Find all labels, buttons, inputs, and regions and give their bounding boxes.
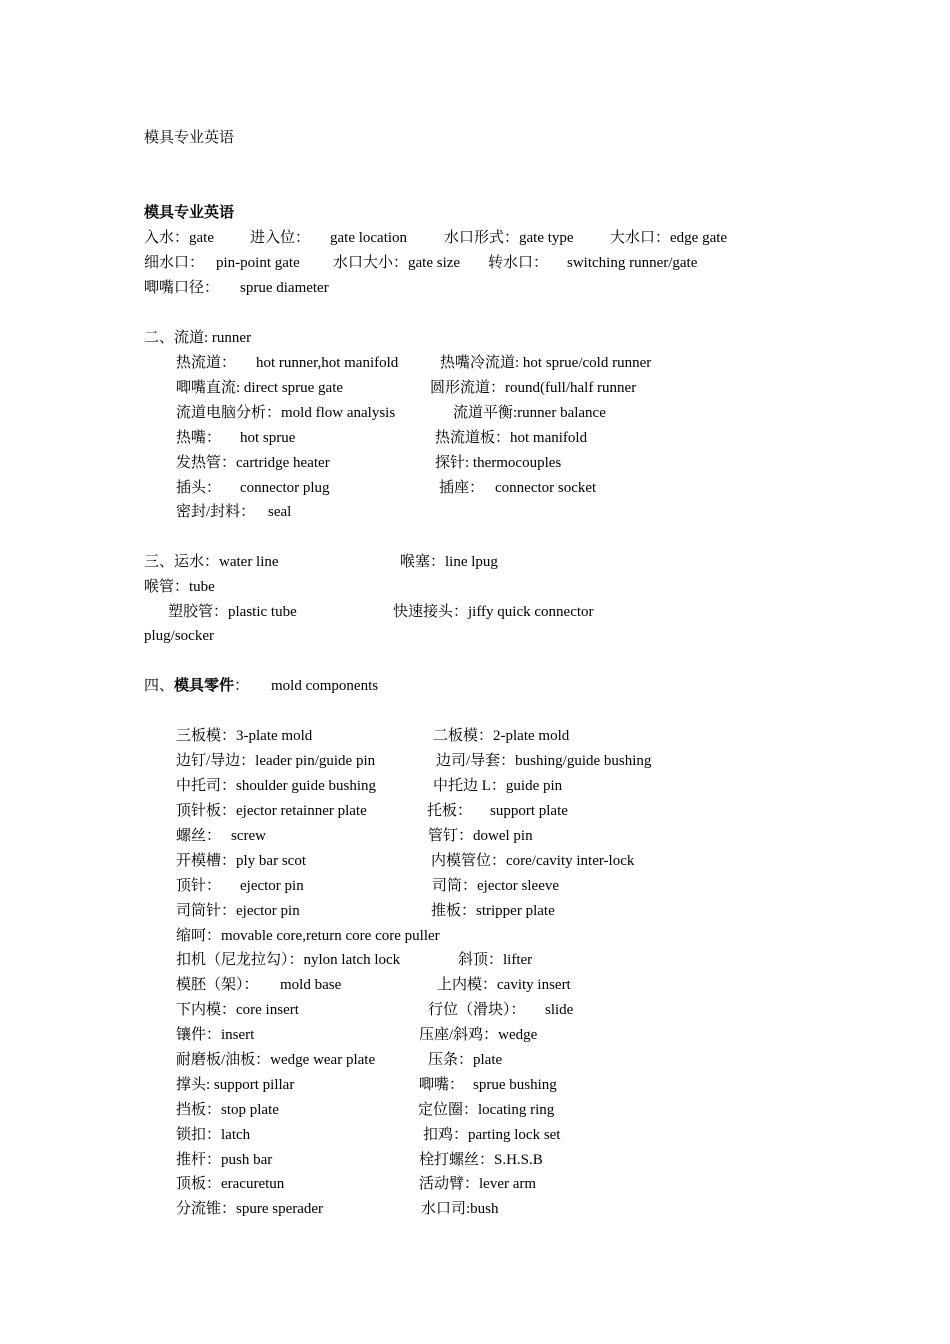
components-colon: ：	[234, 678, 250, 694]
term-edge-gate: 大水口：edge gate	[610, 230, 728, 246]
term-hot-runner-en: hot runner,hot manifold	[256, 355, 399, 371]
term-mold-base-cn: 模胚（架）：	[176, 977, 259, 993]
term-ejector-sleeve: 司筒：ejector sleeve	[432, 878, 560, 894]
term-wedge-wear-plate: 耐磨板/油板：wedge wear plate	[176, 1052, 376, 1068]
term-stop-plate: 挡板：stop plate	[176, 1102, 279, 1118]
term-eracuretun: 顶板：eracuretun	[176, 1176, 285, 1192]
term-plastic-tube: 塑胶管：plastic tube	[168, 604, 297, 620]
term-cavity-insert: 上内模：cavity insert	[437, 977, 571, 993]
term-sprue-diameter-cn: 唧嘴口径：	[144, 280, 220, 296]
term-seal-cn: 密封/封料：	[176, 504, 256, 520]
term-gate-location-en: gate location	[330, 230, 408, 246]
term-3-plate-mold: 三板模：3-plate mold	[176, 728, 313, 744]
term-screw-cn: 螺丝：	[176, 828, 222, 844]
water-heading: 三、运水：water line	[144, 554, 279, 570]
term-gate-location-cn: 进入位：	[250, 230, 311, 246]
term-sprue-bushing-cn: 唧嘴：	[419, 1077, 465, 1093]
term-sprue-bushing-en: sprue bushing	[473, 1077, 557, 1093]
term-hot-sprue-cold-runner: 热嘴冷流道: hot sprue/cold runner	[440, 355, 652, 371]
term-stripper-plate: 推板：stripper plate	[431, 903, 555, 919]
term-latch: 锁扣：latch	[176, 1127, 251, 1143]
term-switching-cn: 转水口：	[488, 255, 549, 271]
term-pin-point-en: pin-point gate	[216, 255, 300, 271]
term-bush: 水口司:bush	[421, 1201, 499, 1217]
term-switching-en: switching runner/gate	[567, 255, 698, 271]
term-shsb: 栓打螺丝：S.H.S.B	[419, 1152, 543, 1168]
components-prefix: 四、	[144, 678, 175, 694]
term-mold-base-en: mold base	[280, 977, 342, 993]
term-leader-pin: 边钉/导边：leader pin/guide pin	[176, 753, 376, 769]
runner-heading: 二、流道: runner	[144, 330, 252, 346]
term-hot-sprue-cn: 热嘴：	[176, 430, 222, 446]
term-connector-plug-cn: 插头：	[176, 480, 222, 496]
term-core-insert: 下内模：core insert	[176, 1002, 299, 1018]
term-round-runner: 圆形流道：round(full/half runner	[430, 380, 637, 396]
term-sprue-diameter-en: sprue diameter	[240, 280, 329, 296]
term-lever-arm: 活动臂：lever arm	[419, 1176, 537, 1192]
term-ejector-pin-cn: 顶针：	[176, 878, 222, 894]
term-gate-size: 水口大小：gate size	[333, 255, 461, 271]
term-line-plug: 喉塞：line lpug	[400, 554, 498, 570]
term-locating-ring: 定位圈：locating ring	[418, 1102, 555, 1118]
term-2-plate-mold: 二板模：2-plate mold	[433, 728, 570, 744]
term-parting-lock-set: 扣鸡：parting lock set	[423, 1127, 561, 1143]
components-heading-en: mold components	[271, 678, 379, 694]
term-slide-cn: 行位（滑块）：	[428, 1002, 526, 1018]
term-hot-sprue-en: hot sprue	[240, 430, 296, 446]
term-support-plate-en: support plate	[490, 803, 568, 819]
term-lifter: 斜顶：lifter	[458, 952, 533, 968]
term-tube: 喉管：tube	[144, 579, 215, 595]
term-shoulder-guide-bushing: 中托司：shoulder guide bushing	[176, 778, 376, 794]
term-nylon-latch-lock: 扣机（尼龙拉勾）：nylon latch lock	[176, 952, 401, 968]
term-plate: 压条：plate	[428, 1052, 503, 1068]
term-inter-lock: 内模管位：core/cavity inter-lock	[431, 853, 635, 869]
term-ejector-pin-en: ejector pin	[240, 878, 304, 894]
term-support-pillar: 撑头: support pillar	[176, 1077, 295, 1093]
term-ply-bar-scot: 开模槽：ply bar scot	[176, 853, 306, 869]
term-dowel-pin: 管钉：dowel pin	[428, 828, 533, 844]
term-hot-manifold: 热流道板：hot manifold	[435, 430, 588, 446]
term-screw-en: screw	[231, 828, 266, 844]
term-push-bar: 推杆：push bar	[176, 1152, 273, 1168]
section-heading: 模具专业英语	[144, 205, 235, 221]
document-title: 模具专业英语	[144, 130, 235, 146]
term-insert: 镶件：insert	[176, 1027, 255, 1043]
term-pin-point-cn: 细水口：	[144, 255, 205, 271]
term-ejector-retainer-plate: 顶针板：ejector retainner plate	[176, 803, 367, 819]
term-slide-en: slide	[545, 1002, 574, 1018]
term-guide-bushing: 边司/导套：bushing/guide bushing	[436, 753, 652, 769]
term-plug-socker: plug/socker	[144, 628, 214, 644]
term-wedge: 压座/斜鸡：wedge	[419, 1027, 538, 1043]
components-heading	[144, 676, 249, 696]
term-direct-sprue-gate: 唧嘴直流: direct sprue gate	[176, 380, 344, 396]
term-sleeve-ejector-pin: 司筒针：ejector pin	[176, 903, 300, 919]
term-guide-pin: 中托边 L：guide pin	[433, 778, 563, 794]
term-thermocouples: 探针: thermocouples	[435, 455, 562, 471]
term-connector-socket-en: connector socket	[495, 480, 597, 496]
term-gate: 入水：gate	[144, 230, 214, 246]
term-sprue-spreader: 分流锥：spure sperader	[176, 1201, 324, 1217]
term-mold-flow-analysis: 流道电脑分析：mold flow analysis	[176, 405, 396, 421]
term-connector-socket-cn: 插座：	[439, 480, 485, 496]
term-hot-runner-cn: 热流道：	[176, 355, 237, 371]
term-runner-balance: 流道平衡:runner balance	[453, 405, 606, 421]
term-seal-en: seal	[268, 504, 292, 520]
components-heading-bold: 模具零件	[174, 678, 235, 694]
term-connector-plug-en: connector plug	[240, 480, 330, 496]
term-support-plate-cn: 托板：	[427, 803, 473, 819]
term-core-puller: 缩呵：movable core,return core core puller	[176, 928, 440, 944]
term-quick-connector: 快速接头：jiffy quick connector	[393, 604, 594, 620]
term-gate-type: 水口形式：gate type	[444, 230, 574, 246]
term-cartridge-heater: 发热管：cartridge heater	[176, 455, 330, 471]
